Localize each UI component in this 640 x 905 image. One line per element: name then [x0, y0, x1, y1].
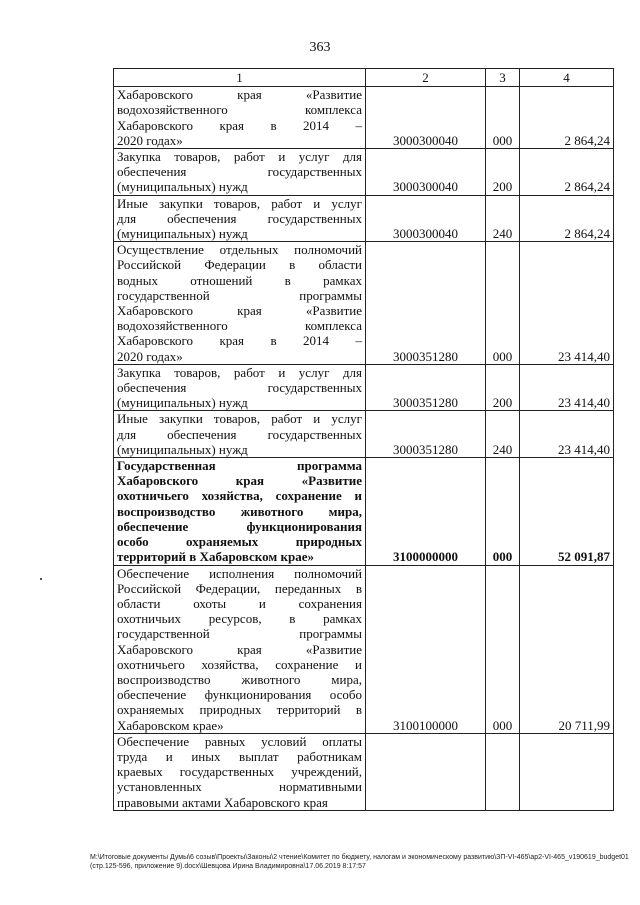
row-sum-cell: 52 091,87 [520, 458, 614, 565]
row-vr-cell: 240 [486, 195, 520, 242]
budget-table [113, 68, 614, 811]
row-code-cell: 3000351280 [366, 242, 486, 365]
row-name-line: государственной программы [117, 626, 362, 642]
row-vr-cell: 000 [486, 87, 520, 149]
row-name-line: обеспечение функционирования особо [117, 687, 362, 703]
row-code-cell: 3000300040 [366, 195, 486, 242]
row-sum-cell: 2 864,24 [520, 87, 614, 149]
row-name-line: Российской Федерации в области [117, 257, 362, 273]
row-name-line: обеспечения государственных [117, 164, 362, 180]
row-name-line: краевых государственных учреждений, [117, 764, 362, 780]
row-vr-cell: 240 [486, 411, 520, 458]
row-name-line: для обеспечения государственных [117, 426, 362, 442]
row-sum-cell: 2 864,24 [520, 149, 614, 196]
row-name-line: Хабаровского края «Развитие [117, 303, 362, 319]
row-sum-cell: 23 414,40 [520, 242, 614, 365]
row-name-line: Хабаровского края в 2014 – [117, 333, 362, 349]
row-name-cell [114, 411, 366, 458]
row-name-line: воспроизводство животного мира, [117, 503, 362, 519]
row-name-line: Обеспечение равных условий оплаты [117, 733, 362, 749]
row-vr-cell: 200 [486, 364, 520, 411]
row-sum-cell: 20 711,99 [520, 565, 614, 733]
row-name-line: Хабаровского края «Развитие [117, 473, 362, 489]
row-sum-cell: 23 414,40 [520, 411, 614, 458]
row-name-line: Государственная программа [117, 458, 362, 474]
table-row [114, 195, 614, 242]
row-vr-cell [486, 733, 520, 810]
row-name-line: Хабаровском крае» [117, 717, 224, 733]
row-code-cell: 3000300040 [366, 87, 486, 149]
row-name-line: (муниципальных) нужд [117, 179, 248, 195]
row-name-cell [114, 195, 366, 242]
row-name-line: области охоты и сохранения [117, 595, 362, 611]
row-name-line: охраняемых природных территорий в [117, 702, 362, 718]
row-code-cell: 3000351280 [366, 411, 486, 458]
header-cell-code: 2 [366, 69, 486, 87]
row-name-line: труда и иных выплат работникам [117, 748, 362, 764]
table-row [114, 149, 614, 196]
row-name-line: воспроизводство животного мира, [117, 671, 362, 687]
budget-table-body [114, 69, 614, 811]
row-name-line: (муниципальных) нужд [117, 226, 248, 242]
row-name-line: особо охраняемых природных [117, 534, 362, 550]
row-name-line: Российской Федерации, переданных в [117, 580, 362, 596]
row-code-cell: 3100100000 [366, 565, 486, 733]
file-path-footer: M:\Итоговые документы Думы\6 созыв\Проекты\Законы\2 чтение\Комитет по бюджету, налогам и экономическому развитию\ЗП-VI-465\ар2-VI-465_v190619_budget01 (стр.125-596, приложение 9).docx\Шевцова Ирина Владимировна\17.06.2019 8:17:57 [90, 854, 629, 870]
table-row [114, 87, 614, 149]
row-name-line: Осуществление отдельных полномочий [117, 242, 362, 258]
row-name-cell [114, 733, 366, 810]
row-name-line: водных отношений в рамках [117, 272, 362, 288]
row-name-line: (муниципальных) нужд [117, 441, 248, 457]
row-name-line: территорий в Хабаровском крае» [117, 549, 314, 565]
row-vr-cell: 000 [486, 242, 520, 365]
row-sum-cell: 2 864,24 [520, 195, 614, 242]
page-number: 363 [309, 40, 331, 55]
row-name-line: обеспечения государственных [117, 380, 362, 396]
row-name-line: охотничьего хозяйства, сохранение и [117, 488, 362, 504]
row-name-line: водохозяйственного комплекса [117, 318, 362, 334]
row-name-line: водохозяйственного комплекса [117, 102, 362, 118]
row-name-cell [114, 149, 366, 196]
row-name-line: установленных нормативными [117, 779, 362, 795]
header-cell-name: 1 [114, 69, 366, 87]
row-name-line: обеспечение функционирования [117, 518, 362, 534]
row-name-cell [114, 565, 366, 733]
table-row [114, 364, 614, 411]
table-row [114, 242, 614, 365]
row-name-line: правовыми актами Хабаровского края [117, 794, 328, 810]
table-header-row [114, 69, 614, 87]
row-vr-cell: 000 [486, 565, 520, 733]
row-code-cell: 3000300040 [366, 149, 486, 196]
row-vr-cell: 200 [486, 149, 520, 196]
table-row [114, 565, 614, 733]
table-row [114, 733, 614, 810]
row-name-cell [114, 242, 366, 365]
row-name-line: 2020 годах» [117, 132, 183, 148]
row-name-line: Обеспечение исполнения полномочий [117, 565, 362, 581]
table-row [114, 411, 614, 458]
row-name-line: Хабаровского края «Развитие [117, 87, 362, 103]
row-name-line: Закупка товаров, работ и услуг для [117, 149, 362, 165]
row-name-line: охотничьего хозяйства, сохранение и [117, 656, 362, 672]
row-name-line: Хабаровского края «Развитие [117, 641, 362, 657]
row-name-line: Иные закупки товаров, работ и услуг [117, 195, 362, 211]
row-name-line: государственной программы [117, 287, 362, 303]
margin-mark [40, 578, 42, 580]
header-cell-vr: 3 [486, 69, 520, 87]
row-code-cell: 3100000000 [366, 458, 486, 565]
row-name-line: Иные закупки товаров, работ и услуг [117, 411, 362, 427]
row-code-cell [366, 733, 486, 810]
row-name-line: Закупка товаров, работ и услуг для [117, 364, 362, 380]
header-cell-sum: 4 [520, 69, 614, 87]
row-name-line: для обеспечения государственных [117, 210, 362, 226]
row-name-cell [114, 458, 366, 565]
row-code-cell: 3000351280 [366, 364, 486, 411]
row-name-cell [114, 87, 366, 149]
table-row [114, 458, 614, 565]
row-name-line: (муниципальных) нужд [117, 395, 248, 411]
row-name-line: Хабаровского края в 2014 – [117, 117, 362, 133]
row-name-line: охотничьих ресурсов, в рамках [117, 611, 362, 627]
row-sum-cell [520, 733, 614, 810]
row-vr-cell: 000 [486, 458, 520, 565]
row-name-cell [114, 364, 366, 411]
row-sum-cell: 23 414,40 [520, 364, 614, 411]
row-name-line: 2020 годах» [117, 348, 183, 364]
